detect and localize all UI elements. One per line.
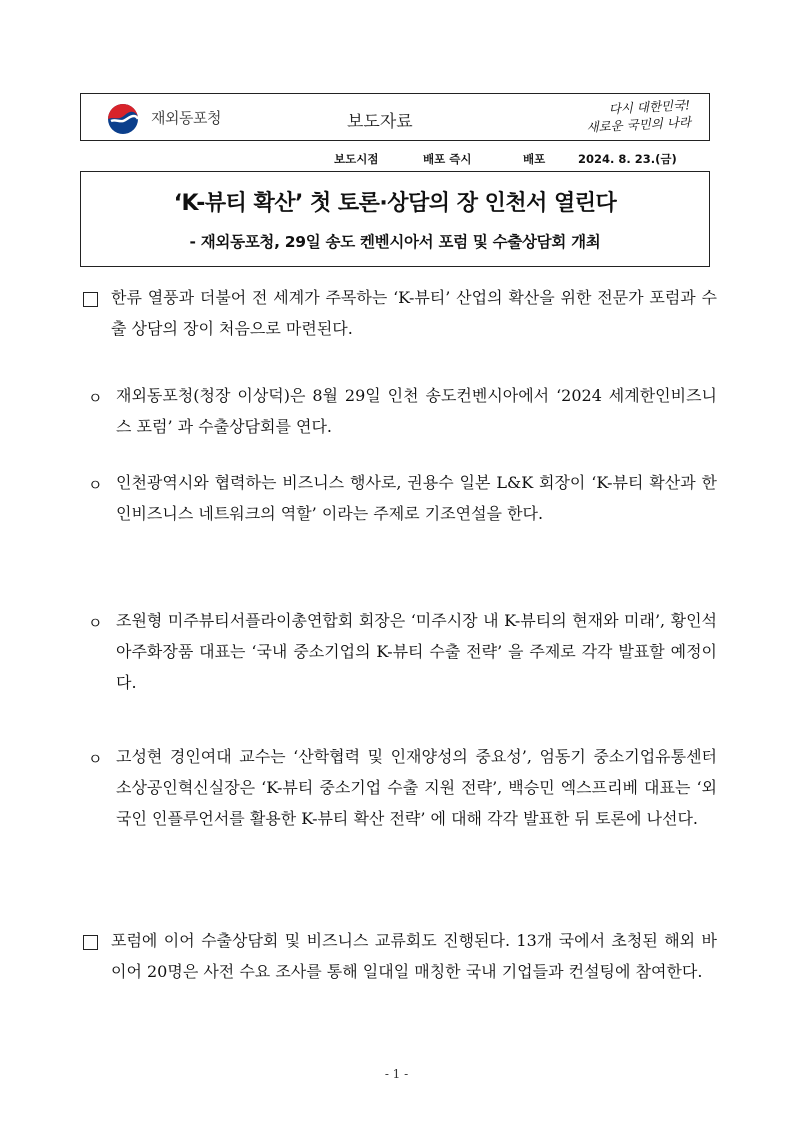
square-bullet-icon (83, 935, 98, 950)
slogan (586, 96, 692, 135)
header-box (80, 93, 710, 141)
release-embargo: 배포 즉시 (423, 152, 472, 166)
circle-bullet: ㅇ (88, 389, 103, 407)
paragraph-4-text: 조원형 미주뷰티서플라이총연합회 회장은 ‘미주시장 내 K-뷰티의 현재와 미래’, 황인석 아주화장품 대표는 ‘국내 중소기업의 K-뷰티 수출 전략’ 을 주제로 각각 발표할 예정이다. (116, 611, 717, 692)
paragraph-3-text: 인천광역시와 협력하는 비즈니스 행사로, 권용수 일본 L&K 회장이 ‘K-뷰티 확산과 한인비즈니스 네트워크의 역할’ 이라는 주제로 기조연설을 한다. (116, 473, 717, 523)
circle-bullet: ㅇ (88, 750, 103, 768)
title-box (80, 171, 710, 267)
circle-bullet: ㅇ (88, 476, 103, 494)
slogan-line-2: 새로운 국민의 나라 (586, 114, 692, 135)
paragraph-2-text: 재외동포청(청장 이상덕)은 8월 29일 인천 송도컨벤시아에서 ‘2024 세계한인비즈니스 포럼’ 과 수출상담회를 연다. (116, 386, 717, 436)
sub-title: - 재외동포청, 29일 송도 켄벤시아서 포럼 및 수출상담회 개최 (189, 233, 601, 251)
paragraph-5-text: 고성현 경인여대 교수는 ‘산학협력 및 인재양성의 중요성’, 엄동기 중소기업유통센터 소상공인혁신실장은 ‘K-뷰티 중소기업 수출 지원 전략’, 백승민 엑스프리베 대표는 ‘외국인 인플루언서를 활용한 K-뷰티 확산 전략’ 에 대해 각각 발표한 뒤 토론에 나선다. (116, 747, 717, 828)
paragraph-1-text: 한류 열풍과 더불어 전 세계가 주목하는 ‘K-뷰티’ 산업의 확산을 위한 전문가 포럼과 수출 상담의 장이 처음으로 마련된다. (111, 288, 717, 338)
paragraph-1 (111, 282, 717, 344)
government-logo-icon (107, 103, 139, 135)
release-info (80, 148, 710, 168)
paragraph-6 (111, 925, 717, 987)
agency-name: 재외동포청 (151, 109, 221, 127)
paragraph-4 (116, 605, 717, 698)
paragraph-5 (116, 741, 717, 834)
main-title: ‘K-뷰티 확산’ 첫 토론·상담의 장 인천서 열린다 (173, 191, 617, 216)
paragraph-2 (116, 380, 717, 442)
document-type: 보도자료 (347, 112, 413, 132)
release-date: 2024. 8. 23.(금) (578, 152, 677, 166)
square-bullet-icon (83, 292, 98, 307)
distribution-label: 배포 (523, 152, 546, 166)
slogan-line-1: 다시 대한민국! (608, 97, 691, 117)
paragraph-6-text: 포럼에 이어 수출상담회 및 비즈니스 교류회도 진행된다. 13개 국에서 초청된 해외 바이어 20명은 사전 수요 조사를 통해 일대일 매칭한 국내 기업들과 컨설팅에 참여한다. (111, 931, 717, 981)
page-number: - 1 - (384, 1067, 409, 1081)
release-timing-label: 보도시점 (334, 152, 379, 166)
paragraph-3 (116, 467, 717, 529)
circle-bullet: ㅇ (88, 614, 103, 632)
